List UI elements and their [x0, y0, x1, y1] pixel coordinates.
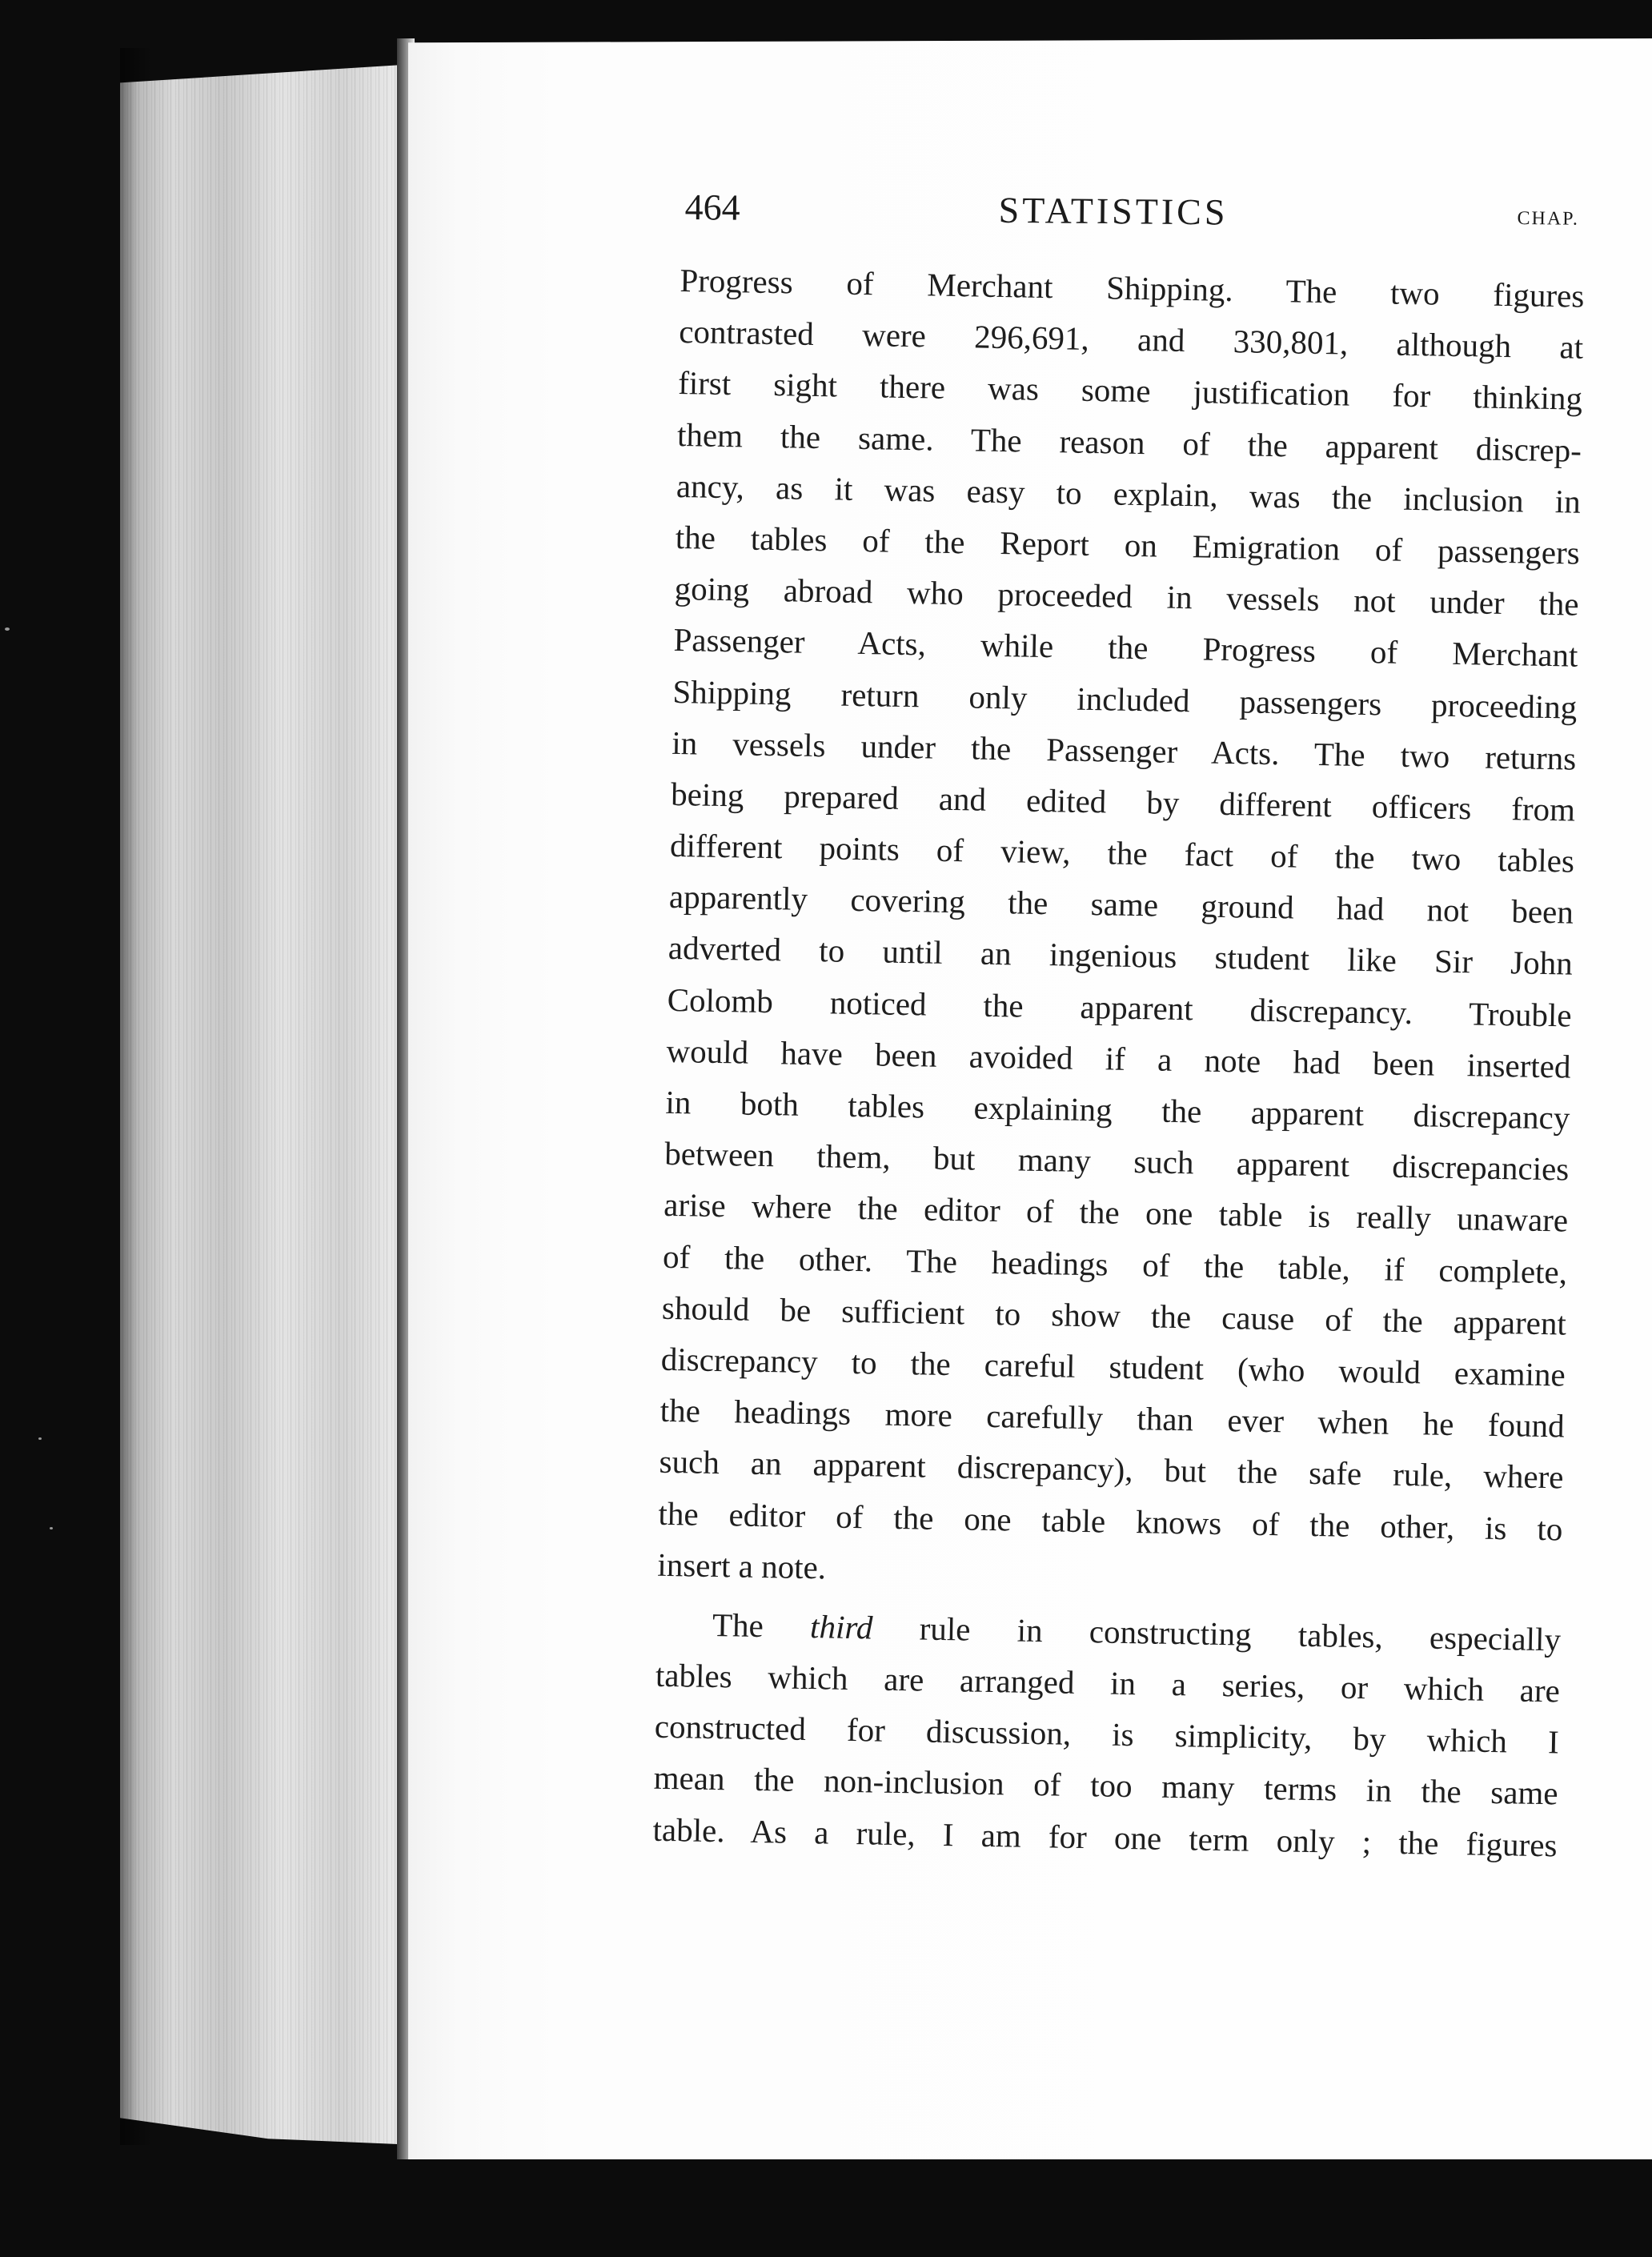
text-line: should be sufficient to show the cause of the apparent — [661, 1289, 1567, 1342]
text-line: in vessels under the Passenger Acts. The two returns — [671, 724, 1577, 777]
body-text — [652, 255, 1585, 1870]
text-line: such an apparent discrepancy), but the safe rule, where — [659, 1443, 1564, 1496]
dust-speck — [38, 1437, 42, 1440]
text-line: Progress of Merchant Shipping. The two figures — [680, 261, 1585, 315]
text-line: insert a note. — [657, 1545, 827, 1586]
text-line: tables which are arranged in a series, or which are — [655, 1656, 1561, 1710]
text-line: mean the non-inclusion of too many terms in the same — [653, 1759, 1559, 1812]
text-line: Passenger Acts, while the Progress of Merchant — [673, 621, 1578, 674]
paragraph-1 — [657, 255, 1585, 1606]
text-line: being prepared and edited by different officers from — [670, 775, 1576, 828]
text-line: contrasted were 296,691, and 330,801, although at — [678, 313, 1584, 366]
text-line: apparently covering the same ground had not been — [668, 878, 1574, 931]
text-line: constructed for discussion, is simplicity, by which I — [654, 1707, 1560, 1761]
text-line: discrepancy to the careful student (who would examine — [660, 1340, 1566, 1393]
text-line: table. As a rule, I am for one term only ; the figures — [652, 1810, 1558, 1864]
text-line: first sight there was some justification for thinking — [677, 364, 1583, 418]
text-line: different points of view, the fact of the two tables — [669, 826, 1575, 880]
text-line: the tables of the Report on Emigration of passengers — [675, 518, 1581, 571]
text-line: between them, but many such apparent discrepancies — [664, 1135, 1570, 1188]
text-line: the editor of the one table knows of the other, is to — [658, 1494, 1563, 1547]
text-line: in both tables explaining the apparent discrepancy — [665, 1083, 1570, 1137]
text-line: Colomb noticed the apparent discrepancy. Trouble — [667, 980, 1572, 1034]
page-number: 464 — [684, 186, 740, 228]
line-text: The — [712, 1606, 811, 1645]
text-line: would have been avoided if a note had been inserted — [666, 1032, 1571, 1085]
text-line: arise where the editor of the one table is really unaware — [663, 1186, 1569, 1239]
line-text: rule in constructing tables, especially — [872, 1609, 1562, 1658]
dust-speck — [50, 1527, 53, 1529]
page-edges — [120, 64, 416, 2145]
text-line: them the same. The reason of the apparent discrep- — [676, 415, 1582, 469]
paragraph-2 — [652, 1598, 1561, 1871]
text-line: of the other. The headings of the table, if complete, — [662, 1237, 1568, 1291]
text-line: adverted to until an ingenious student like Sir John — [668, 929, 1574, 983]
dust-speck — [5, 627, 10, 631]
chapter-abbreviation: CHAP. — [1517, 207, 1580, 230]
running-title: STATISTICS — [998, 189, 1229, 233]
text-line: ancy, as it was easy to explain, was the inclusion in — [676, 467, 1582, 520]
text-line: going abroad who proceeded in vessels not under the — [674, 570, 1579, 623]
running-head — [684, 179, 1593, 244]
text-line: Shipping return only included passengers proceeding — [672, 672, 1578, 726]
text-line: the headings more carefully than ever when he found — [660, 1391, 1566, 1445]
italic-word: third — [809, 1607, 873, 1646]
